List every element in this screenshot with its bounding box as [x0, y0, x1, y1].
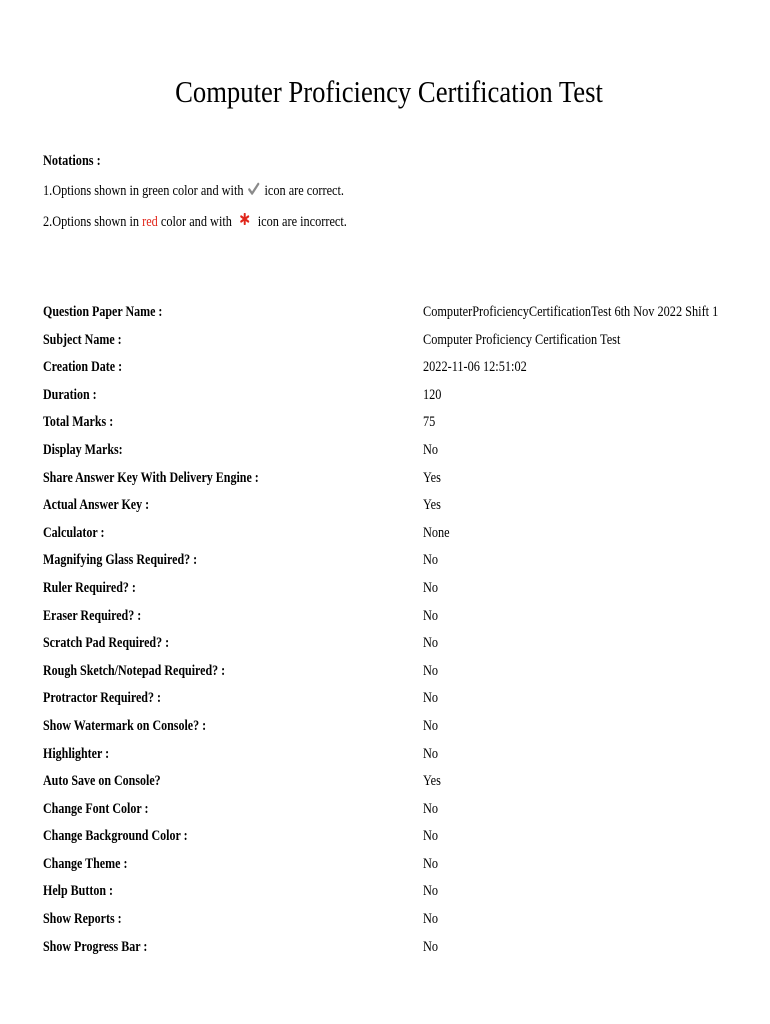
detail-label: Change Theme :: [43, 855, 128, 872]
detail-value: No: [423, 911, 439, 928]
detail-value: Yes: [423, 469, 441, 486]
paper-details: [43, 300, 753, 962]
detail-value: No: [423, 579, 439, 596]
detail-label: Help Button :: [43, 883, 114, 900]
detail-value: No: [423, 635, 439, 652]
detail-value: No: [423, 800, 439, 817]
detail-value: Computer Proficiency Certification Test: [423, 331, 621, 348]
detail-value: No: [423, 441, 439, 458]
detail-label: Show Watermark on Console? :: [43, 717, 207, 734]
detail-label: Highlighter :: [43, 745, 110, 762]
detail-row-change-theme: [43, 852, 753, 880]
notation-incorrect-suffix: icon are incorrect.: [254, 214, 347, 230]
detail-row-creation-date: [43, 355, 753, 383]
detail-row-actual-answer-key: [43, 493, 753, 521]
detail-label: Rough Sketch/Notepad Required? :: [43, 662, 226, 679]
detail-label: Ruler Required? :: [43, 579, 136, 596]
detail-row-magnifying-glass: [43, 548, 753, 576]
detail-label: Calculator :: [43, 524, 105, 541]
check-icon: [248, 181, 259, 195]
detail-label: Share Answer Key With Delivery Engine :: [43, 469, 259, 486]
notations-section: [43, 150, 743, 232]
detail-value: ComputerProficiencyCertificationTest 6th Nov 2022 Shift 1: [423, 304, 719, 320]
detail-row-highlighter: [43, 742, 753, 770]
notations-heading: Notations :: [43, 153, 101, 169]
cross-icon: [240, 210, 250, 222]
detail-row-auto-save: [43, 769, 753, 797]
detail-label: Protractor Required? :: [43, 690, 161, 707]
detail-value: 2022-11-06 12:51:02: [423, 359, 527, 376]
notation-incorrect: [43, 210, 617, 232]
page-title: Computer Proficiency Certification Test: [175, 74, 603, 109]
detail-value: No: [423, 607, 439, 624]
detail-label: Eraser Required? :: [43, 607, 142, 624]
detail-value: Yes: [423, 773, 441, 790]
detail-value: No: [423, 690, 439, 707]
detail-row-eraser: [43, 604, 753, 632]
detail-value: No: [423, 828, 439, 845]
detail-row-ruler: [43, 576, 753, 604]
detail-label: Creation Date :: [43, 359, 123, 376]
detail-label: Question Paper Name :: [43, 304, 163, 320]
detail-value: No: [423, 662, 439, 679]
detail-value: 75: [423, 414, 436, 431]
detail-row-protractor: [43, 686, 753, 714]
detail-value: No: [423, 552, 439, 569]
notation-correct-suffix: icon are correct.: [261, 183, 345, 199]
detail-label: Scratch Pad Required? :: [43, 635, 170, 652]
detail-row-subject-name: [43, 328, 753, 356]
notation-correct-prefix: 1.Options shown in: [43, 183, 143, 199]
detail-value: No: [423, 745, 439, 762]
notation-correct: [43, 180, 617, 202]
detail-row-calculator: [43, 521, 753, 549]
detail-row-show-reports: [43, 907, 753, 935]
detail-row-share-answer-key: [43, 466, 753, 494]
notation-incorrect-middle: color and with: [157, 214, 236, 230]
detail-row-show-progress-bar: [43, 935, 753, 963]
detail-label: Display Marks:: [43, 441, 123, 458]
detail-value: No: [423, 938, 439, 955]
detail-value: 120: [423, 386, 442, 403]
detail-label: Total Marks :: [43, 414, 114, 431]
detail-row-total-marks: [43, 410, 753, 438]
notation-correct-middle: color and with: [169, 183, 247, 199]
detail-value: None: [423, 524, 450, 541]
detail-label: Magnifying Glass Required? :: [43, 552, 198, 569]
notation-incorrect-color-word: red: [142, 214, 158, 230]
detail-label: Actual Answer Key :: [43, 497, 150, 514]
detail-label: Show Reports :: [43, 911, 122, 928]
notation-correct-color-word: green: [142, 183, 170, 199]
detail-row-scratch-pad: [43, 631, 753, 659]
detail-value: Yes: [423, 497, 441, 514]
detail-label: Show Progress Bar :: [43, 938, 148, 955]
detail-row-change-font-color: [43, 797, 753, 825]
detail-value: No: [423, 855, 439, 872]
detail-row-display-marks: [43, 438, 753, 466]
detail-row-duration: [43, 383, 753, 411]
detail-row-show-watermark: [43, 714, 753, 742]
detail-row-help-button: [43, 879, 753, 907]
detail-row-question-paper-name: [43, 300, 753, 328]
detail-value: No: [423, 717, 439, 734]
detail-label: Subject Name :: [43, 331, 122, 348]
detail-label: Duration :: [43, 386, 97, 403]
detail-row-rough-sketch: [43, 659, 753, 687]
detail-label: Change Background Color :: [43, 828, 188, 845]
detail-row-change-background-color: [43, 824, 753, 852]
detail-value: No: [423, 883, 439, 900]
detail-label: Auto Save on Console?: [43, 773, 161, 790]
notation-incorrect-prefix: 2.Options shown in: [43, 214, 143, 230]
detail-label: Change Font Color :: [43, 800, 149, 817]
